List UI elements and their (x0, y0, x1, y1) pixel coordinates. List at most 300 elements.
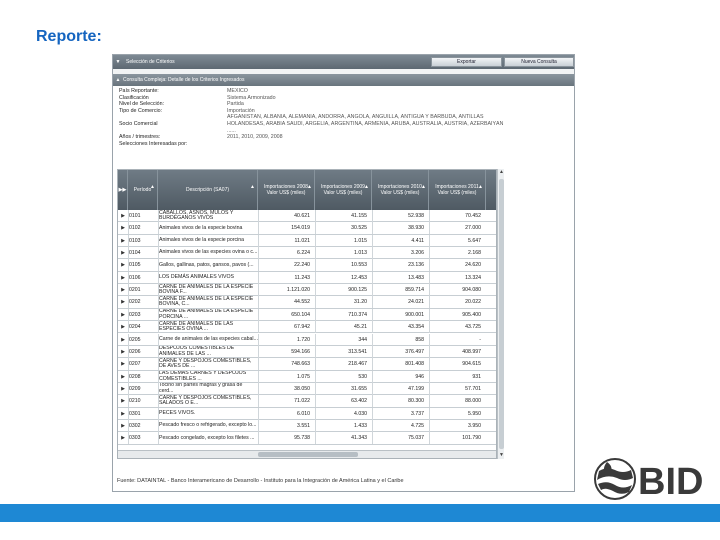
row-expand-icon[interactable]: ▶ (121, 435, 125, 442)
table-row[interactable] (118, 358, 497, 370)
value-2010-cell: 80.300 (408, 398, 424, 405)
value-2008-cell: 154.019 (291, 225, 310, 232)
value-2011-cell: 905.400 (462, 311, 481, 318)
data-grid (117, 169, 497, 459)
column-divider (158, 309, 159, 321)
hs-code-cell: 0302 (129, 422, 141, 429)
column-divider (315, 432, 316, 444)
value-2009-cell: 63.402 (351, 398, 367, 405)
expand-toggle-icon[interactable]: ▲ (115, 77, 121, 83)
value-2008-cell: 594.166 (291, 348, 310, 355)
criteria-key: Nivel de Selección: (119, 101, 165, 108)
value-2008-cell: 6.010 (297, 410, 310, 417)
value-2010-cell: 900.001 (405, 311, 424, 318)
y2009-header-label: Importaciones 2009 Valor US$ (miles) (321, 184, 365, 196)
value-2008-cell: 1.121.020 (286, 287, 310, 294)
description-cell: Animales vivos de las especies ovina o c... (159, 249, 258, 256)
value-2008-cell: 71.022 (294, 398, 310, 405)
hs-code-cell: 0206 (129, 348, 141, 355)
description-cell: DESPOJOS COMESTIBLES DE ANIMALES DE LAS ... (159, 345, 235, 357)
column-divider (315, 210, 316, 222)
column-divider (429, 371, 430, 383)
value-2009-cell: 218.467 (348, 361, 367, 368)
sort-icon[interactable]: ▲ (150, 184, 155, 190)
row-expand-icon[interactable]: ▶ (121, 348, 125, 355)
criteria-key: Años / trimestres: (119, 134, 161, 141)
slide-title: Reporte: (36, 28, 102, 45)
value-2011-cell: 931 (472, 373, 481, 380)
criteria-value: Sistema Armonizado (227, 94, 276, 101)
column-divider (158, 284, 159, 296)
row-expand-icon[interactable]: ▶ (121, 373, 125, 380)
column-divider (315, 371, 316, 383)
value-2011-cell: - (479, 336, 481, 343)
table-row[interactable] (118, 296, 497, 308)
criteria-value: HOLANDESAS, ARABIA SAUDÍ, ARGELIA, ARGENTINA, ARMENIA, ARUBA, AUSTRALIA, AUSTRIA, AZERBAIYÁN (227, 120, 504, 127)
description-cell: Tocino sin partes magras y grasa de cerd... (159, 382, 243, 394)
table-row[interactable] (118, 247, 497, 259)
hs-code-cell: 0101 (129, 213, 141, 219)
column-divider (158, 346, 159, 358)
value-2008-cell: 1.075 (297, 373, 310, 380)
value-2008-cell: 67.942 (294, 324, 310, 331)
column-divider (372, 420, 373, 432)
column-divider (258, 272, 259, 284)
y2008-header-label: Importaciones 2008 Valor US$ (miles) (264, 184, 308, 196)
description-cell: Gallos, gallinas, patos, gansos, pavos (... (159, 261, 254, 268)
column-divider (315, 284, 316, 296)
value-2009-cell: 10.553 (351, 262, 367, 269)
row-expand-icon[interactable]: ▶ (121, 410, 125, 417)
vertical-scrollbar[interactable] (497, 169, 504, 459)
column-divider (258, 408, 259, 420)
column-divider (315, 247, 316, 259)
column-divider (315, 309, 316, 321)
column-divider (429, 395, 430, 407)
value-2011-cell: 27.000 (465, 225, 481, 232)
description-cell: CARNE Y DESPOJOS COMESTIBLES, SALADOS O E... (159, 395, 252, 407)
new-query-button[interactable]: Nueva Consulta (504, 57, 574, 67)
value-2010-cell: 858 (415, 336, 424, 343)
description-cell: CARNE DE ANIMALES DE LAS ESPECIES OVINA ... (159, 321, 234, 333)
table-row[interactable] (118, 235, 497, 247)
hs-code-cell: 0205 (129, 336, 141, 343)
table-row[interactable] (118, 334, 497, 346)
column-divider (315, 321, 316, 333)
column-divider (128, 346, 129, 358)
source-note: Fuente: DATAINTAL - Banco Interamericano de Desarrollo - Instituto para la Integración de América Latina y el Caribe (117, 478, 404, 484)
row-expand-icon[interactable]: ▶ (121, 311, 125, 318)
column-divider (158, 420, 159, 432)
row-expand-icon[interactable]: ▶ (121, 336, 125, 343)
column-divider (372, 432, 373, 444)
column-divider (429, 321, 430, 333)
row-expand-icon[interactable]: ▶ (121, 324, 125, 331)
column-divider (158, 272, 159, 284)
column-divider (315, 222, 316, 234)
value-2011-cell: 904.615 (462, 361, 481, 368)
description-cell: PECES VIVOS. (159, 409, 196, 416)
value-2009-cell: 31.20 (354, 299, 367, 306)
value-2010-cell: 376.497 (405, 348, 424, 355)
table-row[interactable] (118, 309, 497, 321)
column-divider (315, 358, 316, 370)
row-expand-icon[interactable]: ▶ (121, 385, 125, 392)
value-2010-cell: 24.021 (408, 299, 424, 306)
column-divider (429, 346, 430, 358)
row-expand-icon[interactable]: ▶ (121, 361, 125, 368)
value-2009-cell: 710.374 (348, 311, 367, 318)
criteria-key: País Reportante: (119, 88, 159, 94)
column-divider (258, 309, 259, 321)
value-2010-cell: 3.206 (411, 250, 424, 257)
column-divider (429, 259, 430, 271)
value-2008-cell: 11.021 (294, 237, 310, 244)
column-divider (128, 210, 129, 222)
description-cell: LAS DEMÁS CARNES Y DESPOJOS COMESTIBLES ... (159, 370, 247, 382)
value-2010-cell: 75.037 (408, 435, 424, 442)
value-2009-cell: 1.433 (354, 422, 367, 429)
column-divider (128, 383, 129, 395)
table-row[interactable] (118, 383, 497, 395)
column-divider (429, 296, 430, 308)
column-divider (158, 296, 159, 308)
row-expand-icon[interactable]: ▶ (121, 398, 125, 405)
row-expand-icon[interactable]: ▶ (121, 299, 125, 306)
column-divider (158, 210, 159, 222)
value-2009-cell: 31.655 (351, 385, 367, 392)
column-divider (372, 259, 373, 271)
column-divider (158, 408, 159, 420)
y2011-header-label: Importaciones 2011 Valor US$ (miles) (435, 184, 479, 196)
column-divider (429, 309, 430, 321)
value-2008-cell: 3.551 (297, 422, 310, 429)
bid-logo-text: BID (638, 461, 704, 502)
criteria-value: MÉXICO (227, 88, 248, 94)
column-header-2008[interactable] (258, 170, 315, 210)
description-header-label: Descripción (SA07) (185, 187, 230, 193)
sort-icon[interactable]: ▲ (421, 184, 426, 190)
column-divider (258, 346, 259, 358)
value-2011-cell: 57.701 (465, 385, 481, 392)
collapse-toggle-icon[interactable]: ▼ (115, 59, 121, 65)
column-divider (158, 383, 159, 395)
column-divider (258, 296, 259, 308)
column-divider (128, 309, 129, 321)
value-2009-cell: 4.030 (354, 410, 367, 417)
value-2011-cell: 24.620 (465, 262, 481, 269)
value-2008-cell: 95.738 (294, 435, 310, 442)
row-expand-icon[interactable]: ▶ (121, 213, 125, 219)
value-2009-cell: 313.541 (348, 348, 367, 355)
value-2009-cell: 12.453 (351, 274, 367, 281)
column-divider (429, 383, 430, 395)
sort-icon[interactable]: ▲ (307, 184, 312, 190)
column-divider (429, 432, 430, 444)
sort-icon[interactable]: ▲ (364, 184, 369, 190)
column-divider (372, 321, 373, 333)
hs-code-cell: 0208 (129, 373, 141, 380)
query-detail-bar[interactable] (113, 74, 574, 86)
column-divider (128, 222, 129, 234)
column-divider (128, 371, 129, 383)
sort-icon[interactable]: ▲ (250, 184, 255, 190)
column-divider (429, 235, 430, 247)
value-2010-cell: 801.408 (405, 361, 424, 368)
column-header-2009[interactable] (315, 170, 372, 210)
column-divider (315, 272, 316, 284)
value-2009-cell: 45.21 (354, 324, 367, 331)
hs-code-cell: 0203 (129, 311, 141, 318)
column-divider (372, 247, 373, 259)
column-divider (429, 210, 430, 222)
value-2008-cell: 40.621 (294, 213, 310, 219)
criteria-key (119, 114, 227, 121)
description-cell: Animales vivos de la especie porcina (159, 236, 245, 243)
value-2009-cell: 41.155 (351, 213, 367, 219)
description-cell: LOS DEMÁS ANIMALES VIVOS (159, 274, 234, 281)
row-expand-icon[interactable]: ▶ (121, 250, 125, 257)
hs-code-cell: 0209 (129, 385, 141, 392)
row-expand-icon[interactable]: ▶ (121, 237, 125, 244)
column-divider (258, 334, 259, 346)
column-divider (158, 371, 159, 383)
column-header-description[interactable] (158, 170, 258, 210)
criteria-row (119, 134, 568, 141)
row-expand-icon[interactable]: ▶ (121, 262, 125, 269)
column-divider (128, 395, 129, 407)
criteria-row (119, 95, 568, 102)
column-divider (372, 358, 373, 370)
column-divider (372, 210, 373, 222)
value-2008-cell: 11.243 (294, 274, 310, 281)
value-2010-cell: 52.938 (408, 213, 424, 219)
column-divider (158, 247, 159, 259)
table-row[interactable] (118, 432, 497, 444)
globe-icon (595, 459, 635, 499)
value-2010-cell: 13.483 (408, 274, 424, 281)
value-2009-cell: 344 (358, 336, 367, 343)
table-row[interactable] (118, 210, 497, 222)
column-divider (372, 296, 373, 308)
column-divider (128, 247, 129, 259)
column-divider (315, 395, 316, 407)
selection-criteria-bar[interactable] (113, 55, 574, 69)
value-2011-cell: 5.950 (468, 410, 481, 417)
column-divider (315, 346, 316, 358)
criteria-value: AFGANISTÁN, ALBANIA, ALEMANIA, ANDORRA, ANGOLA, ANGUILLA, ANTIGUA Y BARBUDA, ANTILLAS (227, 114, 484, 121)
table-row[interactable] (118, 408, 497, 420)
column-divider (429, 272, 430, 284)
row-expand-icon[interactable]: ▶ (121, 225, 125, 232)
value-2009-cell: 41.343 (351, 435, 367, 442)
table-row[interactable] (118, 284, 497, 296)
value-2008-cell: 748.663 (291, 361, 310, 368)
criteria-key: Tipo de Comercio: (119, 107, 163, 114)
description-cell: Pescado congelado, excepto los filetes ... (159, 434, 255, 441)
table-row[interactable] (118, 259, 497, 271)
column-divider (158, 235, 159, 247)
column-divider (372, 346, 373, 358)
hs-code-cell: 0105 (129, 262, 141, 269)
value-2008-cell: 1.720 (297, 336, 310, 343)
description-cell: CARNE DE ANIMALES DE LA ESPECIE BOVINA F... (159, 284, 254, 296)
column-divider (128, 284, 129, 296)
column-divider (315, 235, 316, 247)
criteria-key: Socio Comercial (119, 120, 158, 127)
sort-icon[interactable]: ▲ (478, 184, 483, 190)
criteria-row (119, 114, 568, 121)
value-2008-cell: 22.240 (294, 262, 310, 269)
column-header-period[interactable] (128, 170, 158, 210)
footer-bar (0, 504, 720, 522)
hs-code-cell: 0301 (129, 410, 141, 417)
criteria-row (119, 88, 568, 95)
selection-criteria-label: Selección de Criterios (126, 59, 175, 65)
value-2011-cell: 13.324 (465, 274, 481, 281)
value-2011-cell: 904.080 (462, 287, 481, 294)
criteria-key: Clasificación (119, 94, 149, 101)
column-divider (258, 432, 259, 444)
value-2010-cell: 38.930 (408, 225, 424, 232)
column-divider (429, 222, 430, 234)
row-expand-icon[interactable]: ▶ (121, 287, 125, 294)
column-divider (315, 259, 316, 271)
scroll-down-icon[interactable]: ▼ (499, 452, 504, 458)
column-divider (258, 383, 259, 395)
column-divider (158, 334, 159, 346)
column-divider (158, 432, 159, 444)
value-2011-cell: 5.647 (468, 237, 481, 244)
criteria-row (119, 101, 568, 108)
column-divider (158, 259, 159, 271)
column-divider (258, 371, 259, 383)
column-divider (258, 284, 259, 296)
column-divider (258, 247, 259, 259)
row-expand-icon[interactable]: ▶ (121, 422, 125, 429)
hs-code-cell: 0207 (129, 361, 141, 368)
scroll-up-icon[interactable]: ▲ (499, 169, 504, 175)
column-divider (158, 321, 159, 333)
column-divider (315, 408, 316, 420)
y2010-header-label: Importaciones 2010 Valor US$ (miles) (378, 184, 422, 196)
description-cell: Animales vivos de la especie bovina (159, 224, 243, 231)
grid-header (118, 170, 497, 210)
column-divider (429, 420, 430, 432)
criteria-key: Selecciones Interesadas por: (119, 140, 188, 147)
query-detail-label: Consulta Compleja: Detalle de los Criterios Ingresados (123, 77, 245, 83)
column-divider (372, 235, 373, 247)
column-header-2010[interactable] (372, 170, 429, 210)
bid-logo (593, 456, 705, 502)
column-divider (158, 358, 159, 370)
expand-all-icon[interactable]: ▶▶ (118, 170, 128, 210)
table-row[interactable] (118, 371, 497, 383)
vertical-scroll-thumb[interactable] (499, 179, 504, 449)
value-2008-cell: 44.552 (294, 299, 310, 306)
table-row[interactable] (118, 222, 497, 234)
column-divider (258, 420, 259, 432)
column-divider (258, 321, 259, 333)
value-2011-cell: 2.168 (468, 250, 481, 257)
value-2011-cell: 88.000 (465, 398, 481, 405)
value-2009-cell: 900.125 (348, 287, 367, 294)
table-row[interactable] (118, 420, 497, 432)
table-row[interactable] (118, 321, 497, 333)
value-2010-cell: 47.199 (408, 385, 424, 392)
table-row[interactable] (118, 272, 497, 284)
description-cell: CARNE Y DESPOJOS COMESTIBLES, DE AVES DE ... (159, 358, 252, 370)
value-2009-cell: 30.525 (351, 225, 367, 232)
column-divider (429, 334, 430, 346)
value-2010-cell: 23.136 (408, 262, 424, 269)
column-divider (429, 247, 430, 259)
hs-code-cell: 0204 (129, 324, 141, 331)
app-window (112, 54, 575, 492)
column-divider (315, 420, 316, 432)
column-header-2011[interactable] (429, 170, 486, 210)
horizontal-scroll-thumb[interactable] (258, 452, 358, 457)
description-cell: CARNE DE ANIMALES DE LA ESPECIE BOVINA, C... (159, 296, 254, 308)
period-header-label: Período (133, 187, 152, 193)
column-divider (128, 321, 129, 333)
table-row[interactable] (118, 395, 497, 407)
column-divider (372, 284, 373, 296)
hs-code-cell: 0106 (129, 274, 141, 281)
table-row[interactable] (118, 346, 497, 358)
column-divider (128, 296, 129, 308)
column-divider (258, 235, 259, 247)
criteria-value: Importación (227, 107, 255, 114)
column-divider (158, 395, 159, 407)
row-expand-icon[interactable]: ▶ (121, 274, 125, 281)
value-2010-cell: 946 (415, 373, 424, 380)
column-divider (128, 334, 129, 346)
value-2010-cell: 43.354 (408, 324, 424, 331)
horizontal-scrollbar[interactable] (118, 450, 497, 458)
column-divider (372, 309, 373, 321)
column-divider (258, 222, 259, 234)
column-divider (429, 408, 430, 420)
column-divider (258, 259, 259, 271)
hs-code-cell: 0210 (129, 398, 141, 405)
column-divider (372, 334, 373, 346)
column-divider (315, 334, 316, 346)
hs-code-cell: 0104 (129, 250, 141, 257)
criteria-value: 2011, 2010, 2009, 2008 (227, 134, 283, 141)
export-button[interactable]: Exportar (431, 57, 502, 67)
column-divider (429, 284, 430, 296)
column-divider (372, 222, 373, 234)
description-cell: CARNE DE ANIMALES DE LA ESPECIE PORCINA ... (159, 308, 254, 320)
hs-code-cell: 0202 (129, 299, 141, 306)
column-divider (372, 371, 373, 383)
criteria-row (119, 108, 568, 115)
value-2010-cell: 859.714 (405, 287, 424, 294)
column-divider (315, 296, 316, 308)
criteria-value: ...... (227, 127, 236, 134)
hs-code-cell: 0201 (129, 287, 141, 294)
column-divider (128, 432, 129, 444)
column-divider (429, 358, 430, 370)
column-divider (128, 420, 129, 432)
description-cell: CABALLOS, ASNOS, MULOS Y BURDÉGANOS VIVOS (159, 210, 234, 221)
column-divider (372, 272, 373, 284)
value-2011-cell: 3.950 (468, 422, 481, 429)
column-divider (128, 408, 129, 420)
hs-code-cell: 0102 (129, 225, 141, 232)
value-2011-cell: 43.725 (465, 324, 481, 331)
